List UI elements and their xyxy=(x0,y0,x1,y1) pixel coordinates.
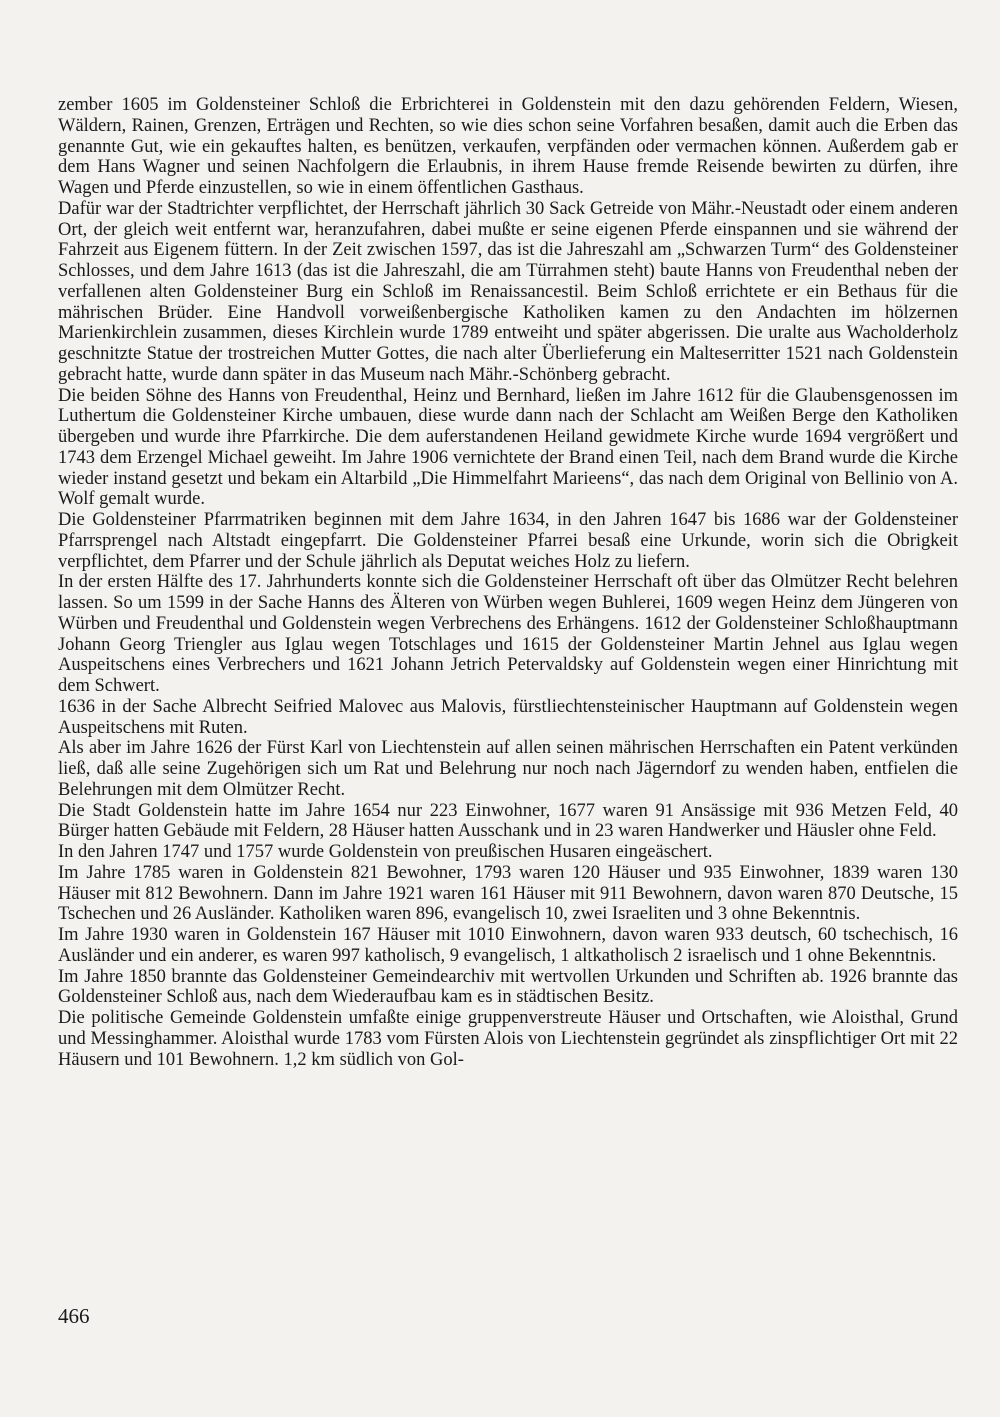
paragraph-13: Die politische Gemeinde Goldenstein umfaßte einige gruppenverstreute Häuser und Ortschaften, wie Aloisthal, Grund und Messinghammer. Aloisthal wurde 1783 vom Fürsten Alois von Liechtenstein gegründet als zinspflichtiger Ort mit 22 Häusern und 101 Bewohnern. 1,2 km südlich von Gol- xyxy=(58,1008,958,1070)
page-number: 466 xyxy=(58,1304,90,1328)
body-text xyxy=(58,95,958,1070)
paragraph-11: Im Jahre 1930 waren in Goldenstein 167 Häuser mit 1010 Einwohnern, davon waren 933 deutsch, 60 tschechisch, 16 Ausländer und ein anderer, es waren 997 katholisch, 9 evangelisch, 1 altkatholisch 2 israelisch und 1 ohne Bekenntnis. xyxy=(58,925,958,966)
paragraph-8: Die Stadt Goldenstein hatte im Jahre 1654 nur 223 Einwohner, 1677 waren 91 Ansässige mit 936 Metzen Feld, 40 Bürger hatten Gebäude mit Feldern, 28 Häuser hatten Ausschank und in 23 waren Handwerker und Häusler ohne Feld. xyxy=(58,800,958,842)
paragraph-3: Die beiden Söhne des Hanns von Freudenthal, Heinz und Bernhard, ließen im Jahre 1612 für die Glaubensgenossen im Luthertum die Goldensteiner Kirche umbauen, diese wurde dann nach der Schlacht am Weißen Berge den Katholiken übergeben und wurde ihre Pfarrkirche. Die dem auferstandenen Heiland gewidmete Kirche wurde 1694 vergrößert und 1743 dem Erzengel Michael geweiht. Im Jahre 1906 vernichtete der Brand einen Teil, nach dem Brand wurde die Kirche wieder instand gesetzt und bekam ein Altarbild „Die Himmelfahrt Marieens“, das nach dem Original von Bellinio von A. Wolf gemalt wurde. xyxy=(58,385,958,510)
paragraph-5: In der ersten Hälfte des 17. Jahrhunderts konnte sich die Goldensteiner Herrschaft oft über das Olmützer Recht belehren lassen. So um 1599 in der Sache Hanns des Älteren von Würben wegen Buhlerei, 1609 wegen Heinz dem Jüngeren von Würben und Freudenthal und Goldenstein wegen Verbrechens des Erhängens. 1612 der Goldensteiner Schloßhauptmann Johann Georg Triengler aus Iglau wegen Totschlages und 1615 der Goldensteiner Martin Jehnel aus Iglau wegen Auspeitschens eines Verbrechers und 1621 Johann Jetrich Petervaldsky auf Goldenstein wegen einer Hinrichtung mit dem Schwert. xyxy=(58,572,958,696)
paragraph-4: Die Goldensteiner Pfarrmatriken beginnen mit dem Jahre 1634, in den Jahren 1647 bis 1686 war der Goldensteiner Pfarrsprengel nach Altstadt eingepfarrt. Die Goldensteiner Pfarrei besaß eine Urkunde, worin sich die Obrigkeit verpflichtet, dem Pfarrer und der Schule jährlich als Deputat weiches Holz zu liefern. xyxy=(58,510,958,572)
paragraph-6: 1636 in der Sache Albrecht Seifried Malovec aus Malovis, fürstliechtensteinischer Hauptmann auf Goldenstein wegen Auspeitschens mit Ruten. xyxy=(58,696,958,738)
paragraph-12: Im Jahre 1850 brannte das Goldensteiner Gemeindearchiv mit wertvollen Urkunden und Schriften ab. 1926 brannte das Goldensteiner Schloß aus, nach dem Wiederaufbau kam es in städtischen Besitz. xyxy=(58,966,958,1008)
paragraph-9: In den Jahren 1747 und 1757 wurde Goldenstein von preußischen Husaren eingeäschert. xyxy=(58,842,713,862)
paragraph-10: Im Jahre 1785 waren in Goldenstein 821 Bewohner, 1793 waren 120 Häuser und 935 Einwohner, 1839 waren 130 Häuser mit 812 Bewohnern. Dann im Jahre 1921 waren 161 Häuser mit 911 Bewohnern, davon waren 870 Deutsche, 15 Tschechen und 26 Ausländer. Katholiken waren 896, evangelisch 10, zwei Israeliten und 3 ohne Bekenntnis. xyxy=(58,862,958,925)
paragraph-7: Als aber im Jahre 1626 der Fürst Karl von Liechtenstein auf allen seinen mährischen Herrschaften ein Patent verkünden ließ, daß alle seine Zugehörigen sich um Rat und Belehrung nur noch nach Jägerndorf zu wenden haben, entfielen die Belehrungen mit dem Olmützer Recht. xyxy=(58,738,958,800)
paragraph-1: zember 1605 im Goldensteiner Schloß die Erbrichterei in Goldenstein mit den dazu gehörenden Feldern, Wiesen, Wäldern, Rainen, Grenzen, Erträgen und Rechten, so wie dies schon seine Vorfahren besaßen, damit auch die Erben das genannte Gut, wie ein gekauftes halten, es benützen, verkaufen, verpfänden oder vermachen können. Außerdem gab er dem Hans Wagner und seinen Nachfolgern die Erlaubnis, in ihrem Hause fremde Reisende bewirten zu dürfen, ihre Wagen und Pferde einzustellen, so wie in einem öffentlichen Gasthaus. xyxy=(58,95,958,198)
paragraph-2: Dafür war der Stadtrichter verpflichtet, der Herrschaft jährlich 30 Sack Getreide von Mähr.-Neustadt oder einem anderen Ort, der gleich weit entfernt war, heranzufahren, dabei mußte er seine eigenen Pferde einspannen und sie während der Fahrzeit aus Eigenem füttern. In der Zeit zwischen 1597, das ist die Jahreszahl am „Schwarzen Turm“ des Goldensteiner Schlosses, und dem Jahre 1613 (das ist die Jahreszahl, die am Türrahmen steht) baute Hanns von Freudenthal neben der verfallenen alten Goldensteiner Burg ein Schloß im Renaissancestil. Beim Schloß errichtete er ein Bethaus für die mährischen Brüder. Eine Handvoll vorweißenbergische Katholiken kamen zu den Andachten im hölzernen Marienkirchlein zusammen, dieses Kirchlein wurde 1789 entweiht und später abgerissen. Die uralte aus Wacholderholz geschnitzte Statue der trostreichen Mutter Gottes, die nach alter Überlieferung ein Malteserritter 1521 nach Goldenstein gebracht hatte, wurde dann später in das Museum nach Mähr.-Schönberg gebracht. xyxy=(58,198,958,385)
